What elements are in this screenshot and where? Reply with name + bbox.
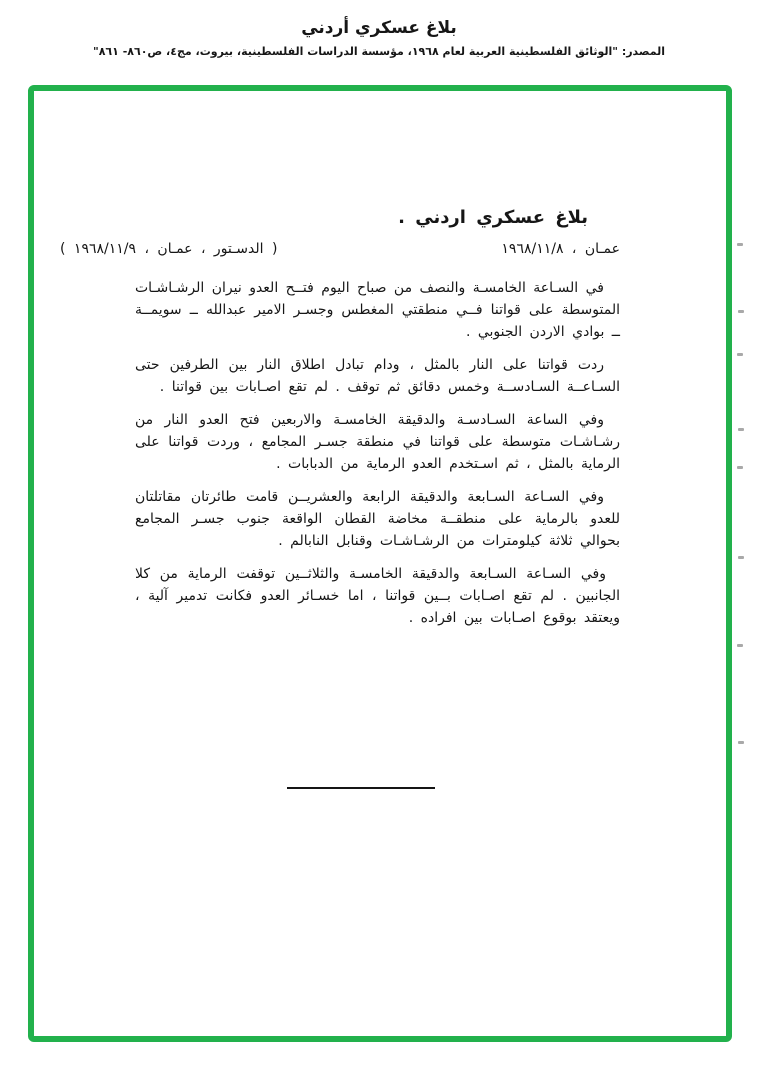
document-dateline	[60, 241, 620, 257]
scan-artifact	[737, 353, 743, 356]
scan-artifact	[737, 466, 743, 469]
dateline-newspaper: ( الدسـتور ، عمـان ، ١٩٦٨/١١/٩ )	[60, 241, 278, 257]
scan-artifact	[737, 243, 743, 246]
paragraph-3: وفي الساعة السـادسـة والدقيقة الخامسـة والاربعين فتح العدو النار من رشـاشـات متوسطة على قواتنا في منطقة جسـر المجامع ، وردت قواتنا على الرماية بالمثل ، ثم اسـتخدم العدو الرماية من الدبابات .	[135, 412, 620, 472]
source-citation: المصدر: "الوثائق الفلسطينية العربية لعام ١٩٦٨، مؤسسة الدراسات الفلسطينية، بيروت، مج٤، ص٨٦٠- ٨٦١"	[92, 45, 666, 58]
scan-artifact	[737, 644, 743, 647]
scan-artifact	[738, 310, 744, 313]
page-title: بلاغ عسكري أردني	[301, 18, 457, 38]
paragraph-1: في السـاعة الخامسـة والنصف من صباح اليوم فتــح العدو نيران الرشـاشـات المتوسطة على قواتنا فــي منطقتي المغطس وجسـر الامير عبدالله ــ سويمــة ــ بوادي الاردن الجنوبي .	[135, 280, 620, 340]
document-body	[60, 277, 620, 629]
page-header	[0, 0, 758, 58]
paragraph-4: وفي السـاعة السـابعة والدقيقة الرابعة والعشريــن قامت طائرتان مقاتلتان للعدو بالرماية على منطقــة مخاضة القطان الواقعة جنوب جسـر المجامع بحوالي ثلاثة كيلومترات من الرشـاشـات وقنابل النابالم .	[135, 489, 620, 549]
scan-artifact	[738, 428, 744, 431]
dateline-place-date: عمـان ، ١٩٦٨/١١/٨	[501, 241, 620, 257]
document-title: بلاغ عسكري اردني .	[398, 207, 588, 228]
paragraph-5: وفي السـاعة السـابعة والدقيقة الخامسـة والثلاثــين توقفت الرماية من كلا الجانبين . لم تقع اصـابات بــين قواتنا ، اما خسـائر العدو فكانت تدمير آلية ، ويعتقد بوقوع اصـابات بين افراده .	[135, 566, 620, 626]
document-content	[34, 91, 726, 1036]
paragraph-2: ردت قواتنا على النار بالمثل ، ودام تبادل اطلاق النار بين الطرفين حتى السـاعــة السـادســة وخمس دقائق ثم توقف . لم تقع اصـابات بين قواتنا .	[135, 357, 620, 395]
document-divider	[287, 787, 435, 789]
scan-artifact	[738, 556, 744, 559]
document-frame	[28, 85, 732, 1042]
scan-artifact	[738, 741, 744, 744]
